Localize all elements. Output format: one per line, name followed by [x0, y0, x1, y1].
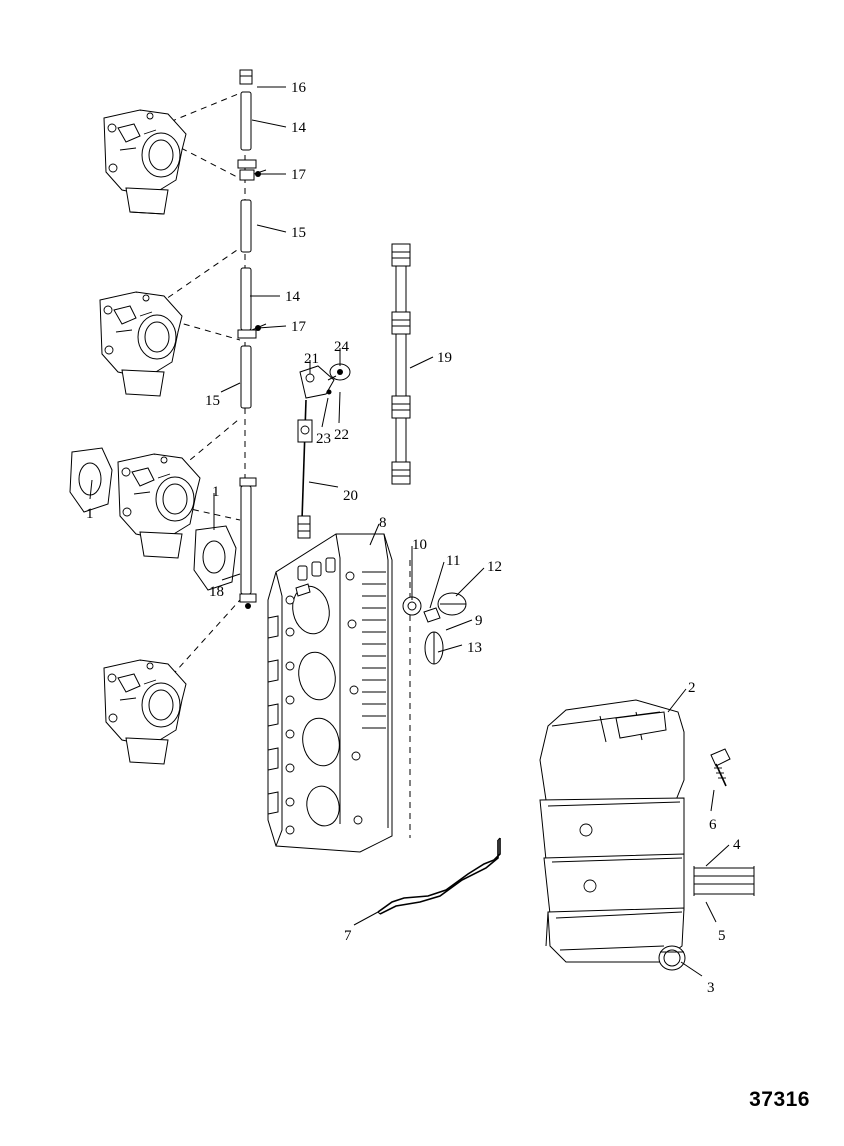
- link-rod-20: [298, 400, 312, 538]
- callout-15: 15: [291, 225, 306, 241]
- intake-manifold: [268, 534, 392, 852]
- leader-line-9: [446, 620, 472, 630]
- callout-23: 23: [316, 431, 331, 447]
- callout-17: 17: [291, 319, 306, 335]
- fuel-line: [378, 838, 500, 914]
- callout-9: 9: [475, 613, 483, 629]
- callout-1: 1: [86, 506, 94, 522]
- leader-line-7: [354, 912, 378, 925]
- callout-3: 3: [707, 980, 715, 996]
- linkage-rods: [238, 70, 266, 609]
- plug-item3: [659, 946, 685, 970]
- callout-11: 11: [446, 553, 461, 569]
- cowl-cover: [540, 700, 684, 962]
- callout-14: 14: [291, 120, 306, 136]
- callout-6: 6: [709, 817, 717, 833]
- callout-18: 18: [209, 584, 224, 600]
- leader-line-12: [456, 568, 484, 596]
- callout-20: 20: [343, 488, 358, 504]
- leader-line-14: [252, 120, 286, 127]
- callout-17: 17: [291, 167, 306, 183]
- callout-15: 15: [205, 393, 220, 409]
- carburetor-top: [104, 110, 186, 214]
- carburetor-middle: [100, 292, 182, 396]
- callout-22: 22: [334, 427, 349, 443]
- leader-line-5: [706, 902, 716, 922]
- callout-5: 5: [718, 928, 726, 944]
- callout-24: 24: [334, 339, 349, 355]
- leader-line-6: [711, 790, 714, 811]
- lever-assembly: [300, 364, 350, 398]
- leader-line-17: [258, 326, 286, 328]
- carburetor-bottom: [104, 660, 186, 764]
- leader-line-4: [706, 845, 729, 866]
- throttle-link-19: [392, 244, 410, 484]
- leader-line-15: [257, 225, 286, 232]
- callout-10: 10: [412, 537, 427, 553]
- leader-line-23: [322, 398, 328, 427]
- drawing-number: 37316: [749, 1088, 810, 1111]
- small-parts-cluster: [403, 593, 466, 664]
- callout-8: 8: [379, 515, 387, 531]
- carburetor-third: [118, 454, 200, 558]
- callout-2: 2: [688, 680, 696, 696]
- callout-16: 16: [291, 80, 306, 96]
- leader-line-19: [410, 357, 433, 368]
- shim-plates: [694, 866, 754, 896]
- callout-1: 1: [212, 484, 220, 500]
- leader-line-15: [221, 383, 240, 392]
- callout-14: 14: [285, 289, 300, 305]
- callout-21: 21: [304, 351, 319, 367]
- callout-7: 7: [344, 928, 352, 944]
- callout-12: 12: [487, 559, 502, 575]
- leader-line-3: [681, 962, 702, 976]
- leader-line-22: [339, 392, 340, 423]
- leader-line-2: [668, 689, 686, 712]
- screw-item6: [711, 749, 730, 786]
- callout-4: 4: [733, 837, 741, 853]
- callout-19: 19: [437, 350, 452, 366]
- callout-13: 13: [467, 640, 482, 656]
- leader-line-20: [309, 482, 338, 487]
